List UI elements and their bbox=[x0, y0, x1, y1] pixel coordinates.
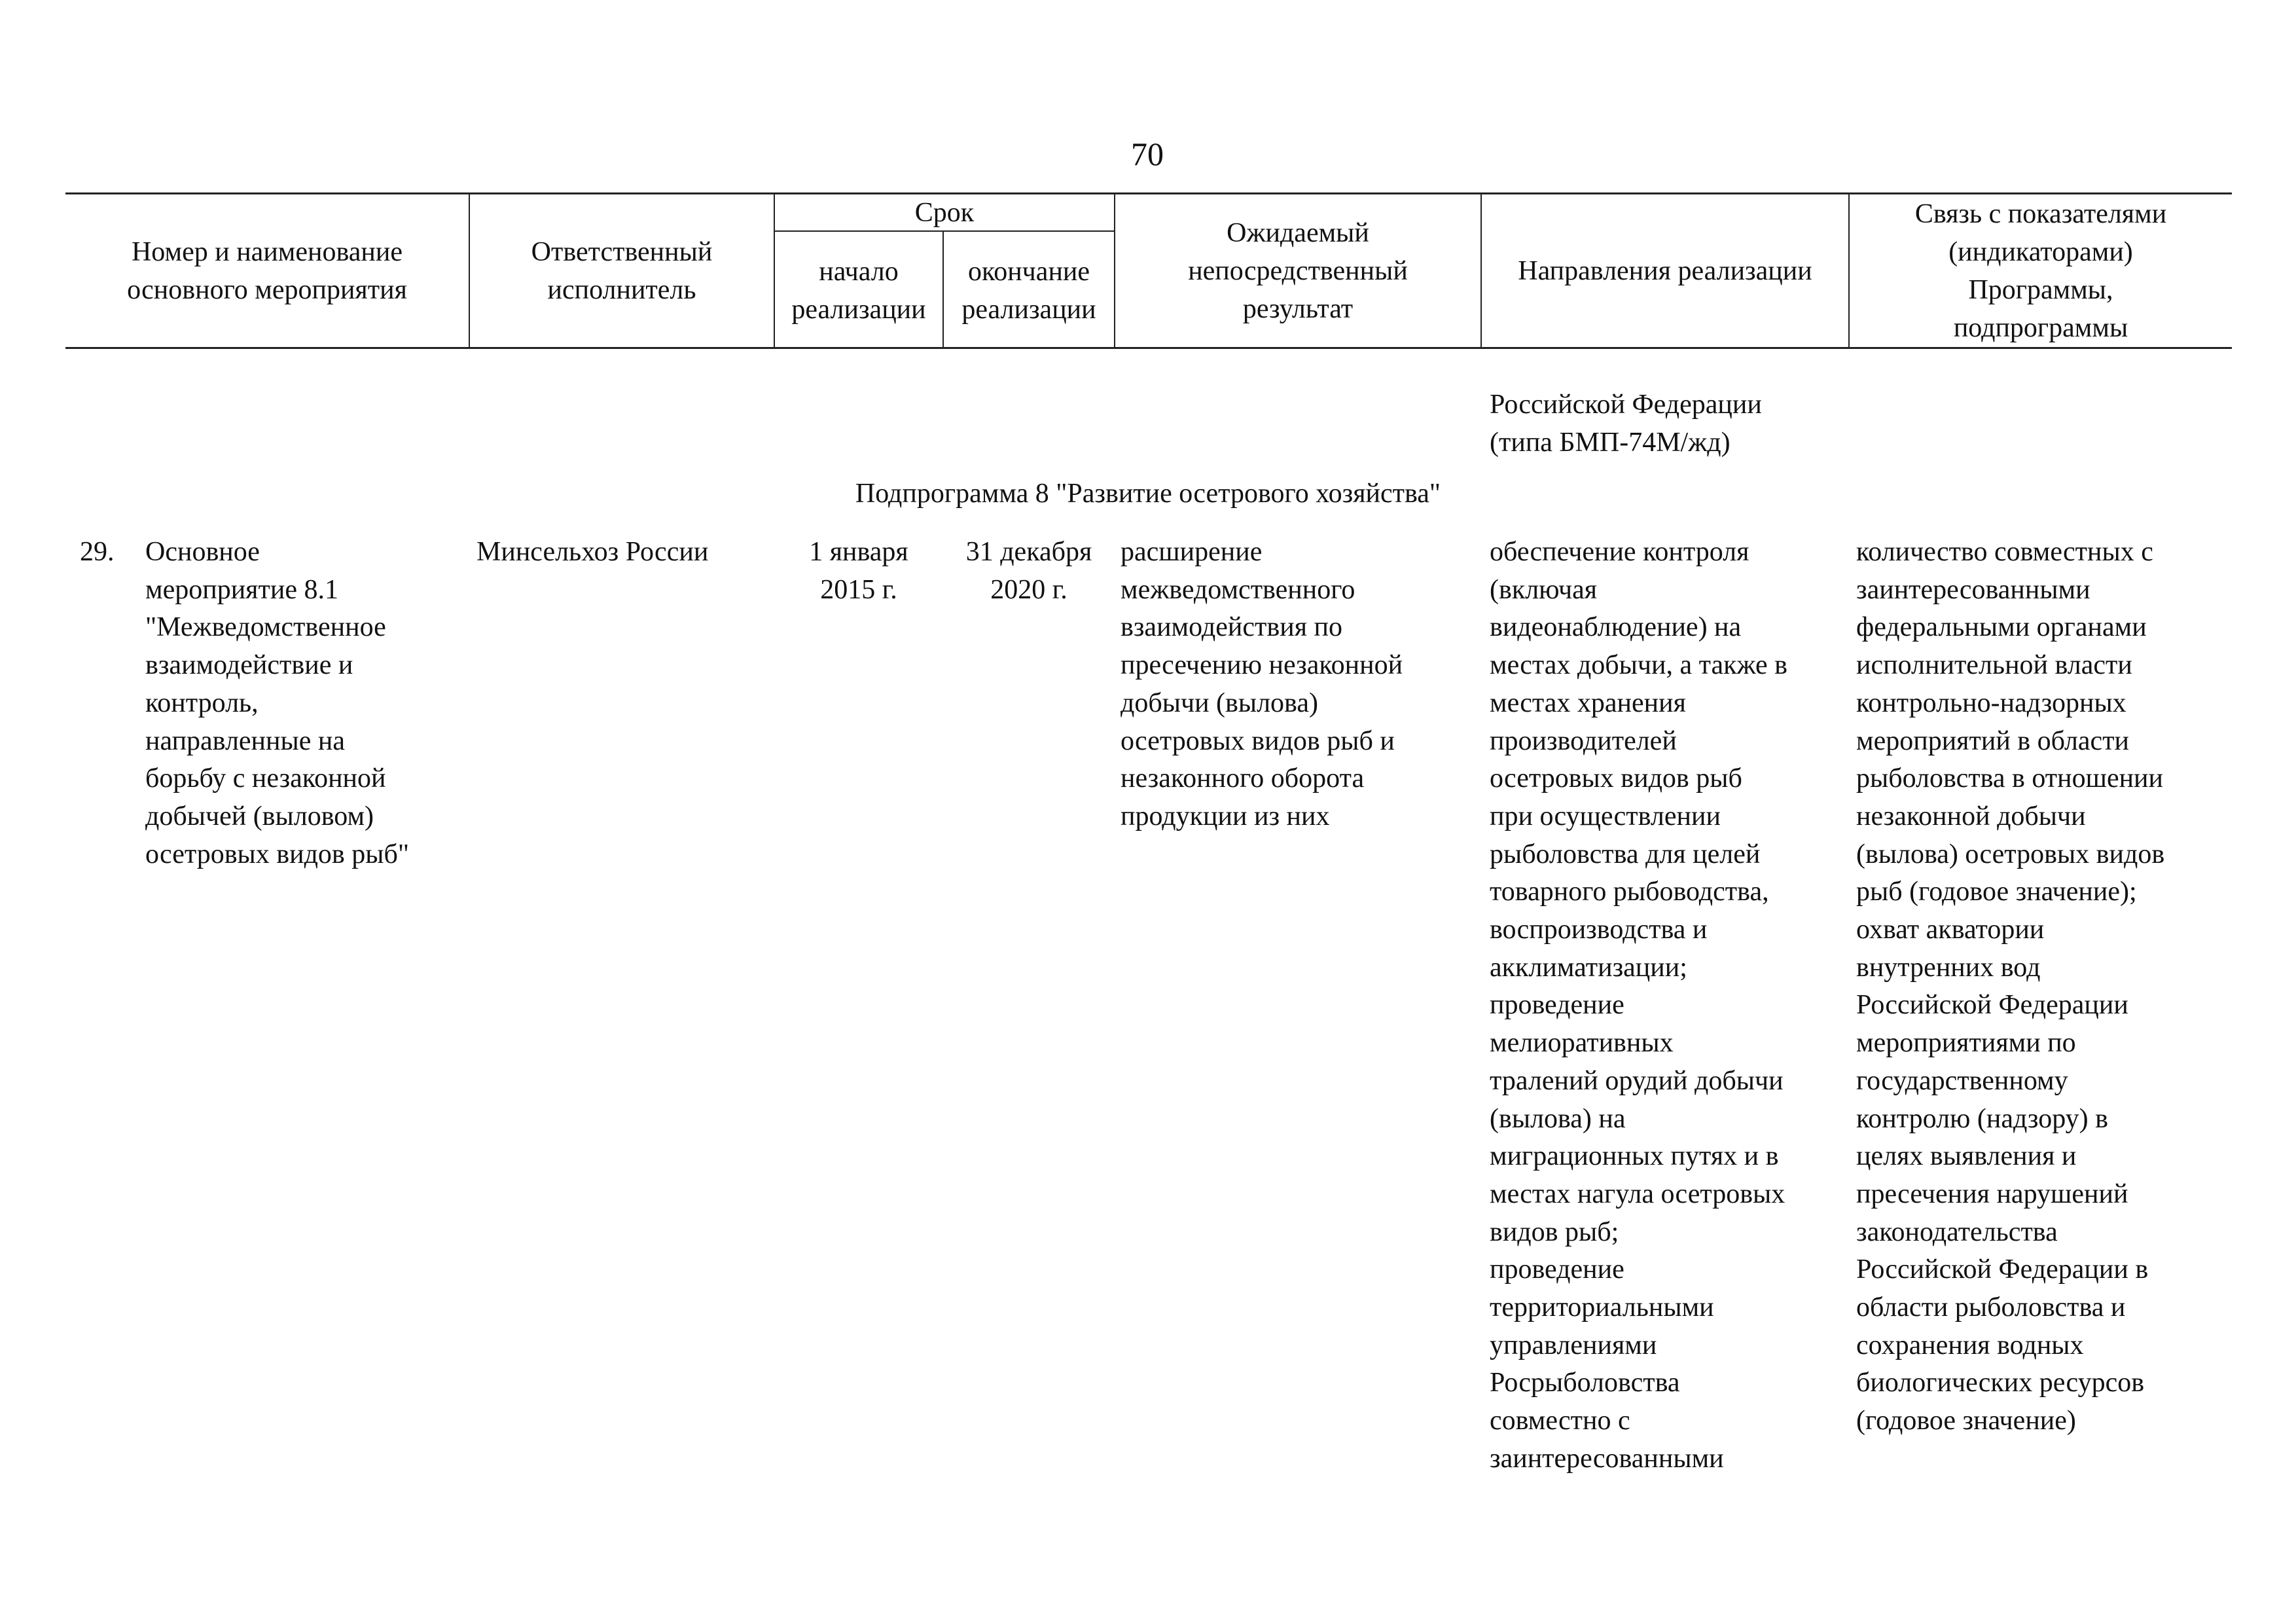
header-srok: Срок bbox=[914, 198, 975, 228]
row-number: 29. bbox=[80, 537, 115, 567]
expected-result: расширение межведомственного взаимодействия по пресечению незаконной добычи (вылова) осетровых видов рыб и незаконного оборота продукции из них bbox=[1121, 537, 1403, 831]
implementation-directions: обеспечение контроля (включая видеонаблюдение) на местах добычи, а также в местах хранения производителей осетровых видов рыб при осуществлении рыболовства для целей товарного рыбоводства, воспроизводства и акклиматизации; проведение мелиоративных тралений орудий добычи (вылова) на миграционных путях и в местах нагула осетровых видов рыб; проведение территориальными управлениями Росрыболовства совместно с заинтересованными bbox=[1490, 537, 1787, 1474]
header-activity-name: Номер и наименование основного мероприятия bbox=[127, 237, 407, 305]
activity-name: Основное мероприятие 8.1 "Межведомственное взаимодействие и контроль, направленные на борьбу с незаконной добычей (выловом) осетровых видов рыб" bbox=[145, 537, 409, 869]
header-start: начало реализации bbox=[791, 257, 926, 325]
continuation-text: Российской Федерации (типа БМП-74М/жд) bbox=[1490, 390, 1762, 458]
header-indicators: Связь с показателями (индикаторами) Программы, подпрограммы bbox=[1914, 199, 2167, 343]
header-expected-result: Ожидаемый непосредственный результат bbox=[1188, 218, 1408, 324]
start-date: 1 января 2015 г. bbox=[809, 537, 908, 605]
page-number: 70 bbox=[1131, 136, 1164, 172]
indicators-link: количество совместных с заинтересованными федеральными органами исполнительной власти контрольно-надзорных мероприятий в области рыболовства в отношении незаконной добычи (вылова) осетровых видов рыб (годовое значение); охват акватории внутренних вод Российской Федерации мероприятиями по государственному контролю (надзору) в целях выявления и пресечения нарушений законодательства Российской Федерации в области рыболовства и сохранения водных биологических ресурсов (годовое значение) bbox=[1856, 537, 2165, 1436]
header-directions: Направления реализации bbox=[1518, 256, 1812, 286]
header-end: окончание реализации bbox=[961, 257, 1096, 325]
end-date: 31 декабря 2020 г. bbox=[965, 537, 1092, 605]
header-executor: Ответственный исполнитель bbox=[531, 237, 713, 305]
header-bottom-rule bbox=[65, 347, 2232, 349]
executor: Минсельхоз России bbox=[476, 537, 709, 567]
subprogram-title: Подпрограмма 8 "Развитие осетрового хозяйства" bbox=[855, 479, 1441, 509]
header-top-rule bbox=[65, 192, 2232, 194]
